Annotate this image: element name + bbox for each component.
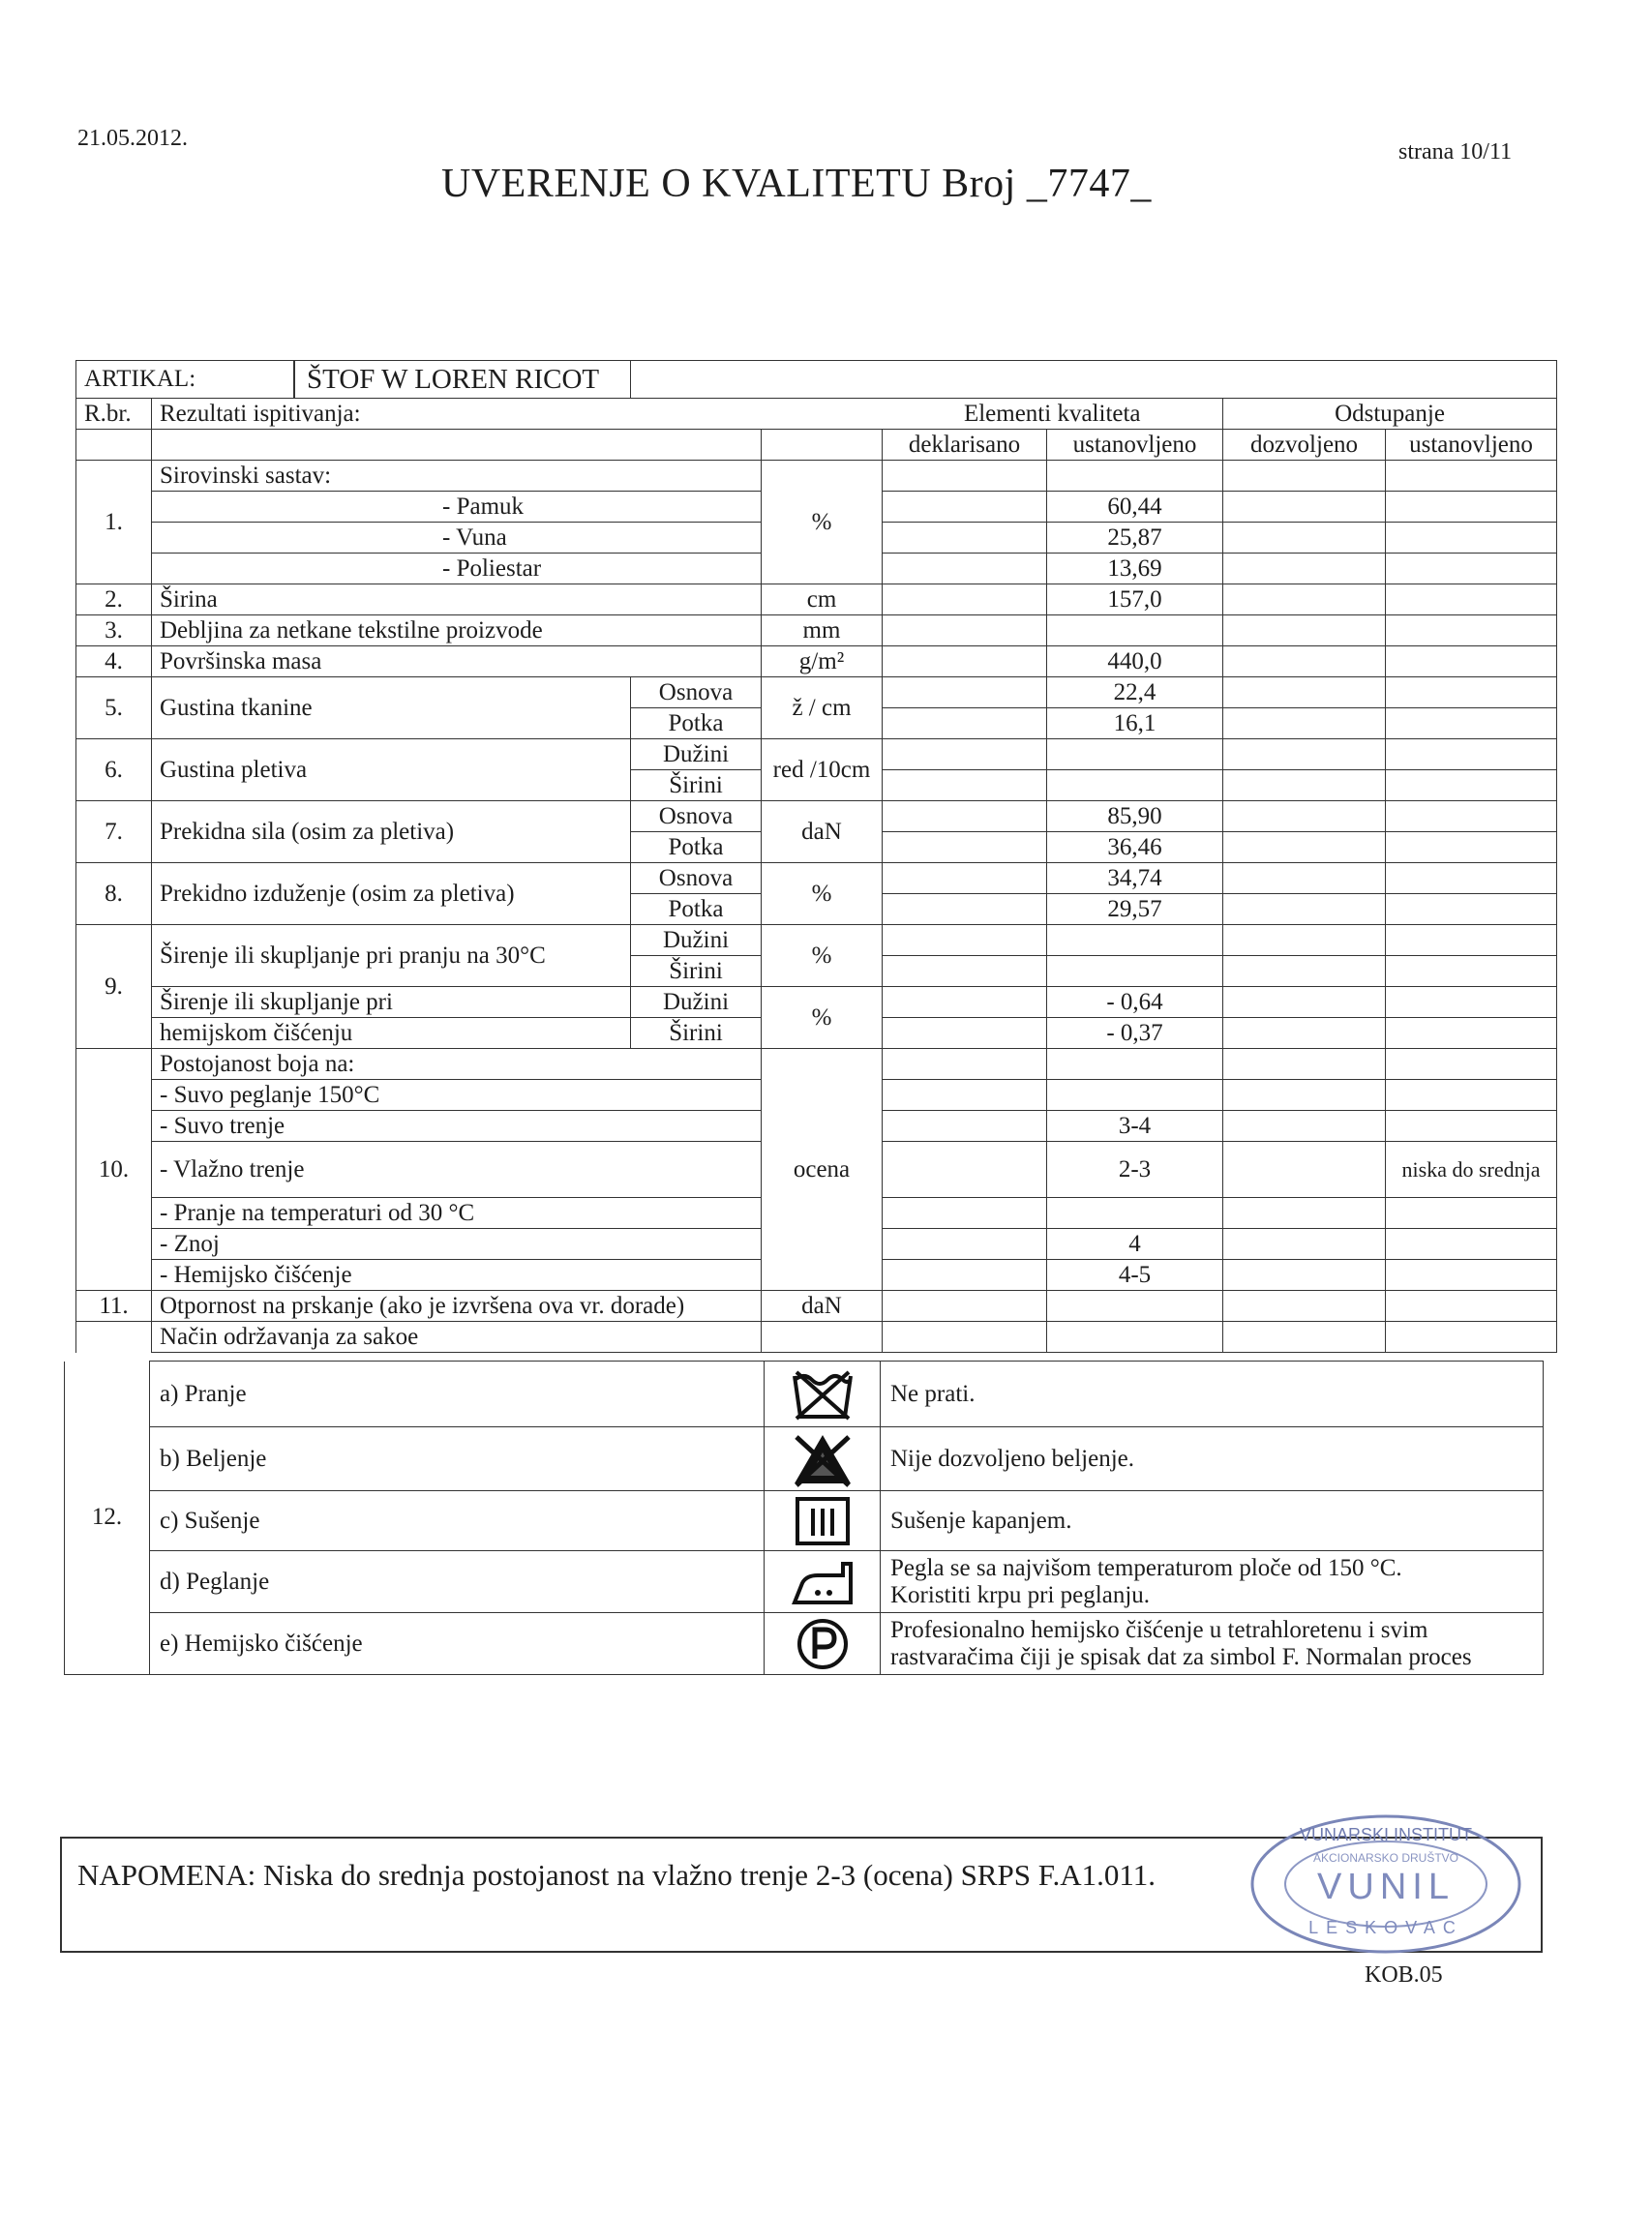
row-number: 5. [76,677,152,739]
table-row [76,739,1557,770]
article-label: ARTIKAL: [76,361,295,398]
page-number: strana 10/11 [1398,139,1513,165]
row-unit: ocena [762,1049,883,1291]
care-label: b) Beljenje [150,1427,765,1491]
value-cell: 29,57 [1047,894,1223,925]
article-name: ŠTOF W LOREN RICOT [307,364,600,395]
care-text-line: Profesionalno hemijsko čišćenje u tetrahloretenu i svim [890,1616,1428,1643]
deviation-cell [1386,1260,1557,1291]
col-header-rbr: R.br. [76,399,152,430]
col-header-established: ustanovljeno [1047,430,1223,461]
row-label: Širina [152,584,762,615]
do-not-bleach-icon [765,1427,881,1491]
row-label: Prekidno izduženje (osim za pletiva) [152,863,631,925]
care-row [65,1427,1544,1491]
row-number: 10. [76,1049,152,1291]
table-row [76,987,1557,1018]
row-label: Debljina za netkane tekstilne proizvode [152,615,762,646]
row-label: Postojanost boja na: [152,1049,762,1080]
sub-label: Osnova [631,677,762,708]
value-cell: 25,87 [1047,523,1223,554]
sub-label: - Pranje na temperaturi od 30 °C [152,1198,762,1229]
care-row [65,1362,1544,1427]
value-cell: 13,69 [1047,554,1223,584]
table-row [76,461,1557,492]
deviation-cell [1386,1229,1557,1260]
value-cell: - 0,64 [1047,987,1223,1018]
row-unit: g/m² [762,646,883,677]
value-cell: 34,74 [1047,863,1223,894]
form-code: KOB.05 [1365,1962,1443,1988]
document-title: UVERENJE O KVALITETU Broj _7747_ [441,162,1152,206]
row-unit: red /10cm [762,739,883,801]
sub-label: - Suvo peglanje 150°C [152,1080,762,1111]
maintenance-title: Način održavanja za sakoe [152,1322,762,1353]
row-unit: daN [762,1291,883,1322]
care-text-line: Koristiti krpu pri peglanju. [890,1581,1151,1608]
sub-label: - Vlažno trenje [152,1142,762,1198]
sub-label: - Hemijsko čišćenje [152,1260,762,1291]
value-cell: 4 [1047,1229,1223,1260]
sub-label: Dužini [631,925,762,956]
dry-clean-p-icon [765,1613,881,1675]
row-label: Gustina pletiva [152,739,631,801]
value-cell: 2-3 [1047,1142,1223,1198]
care-description [881,1613,1544,1675]
sub-label: Potka [631,708,762,739]
deviation-cell: niska do srednja [1386,1142,1557,1198]
row-label: Otpornost na prskanje (ako je izvršena ova vr. dorade) [152,1291,762,1322]
value-cell [1047,1291,1223,1322]
sub-label: Širini [631,1018,762,1049]
row-label: Širenje ili skupljanje pri pranju na 30°C [152,925,631,987]
sub-label: - Suvo trenje [152,1111,762,1142]
col-header-quality-elements: Elementi kvaliteta [883,399,1223,430]
row-number: 6. [76,739,152,801]
iron-medium-icon [765,1551,881,1613]
row-number: 2. [76,584,152,615]
row-number: 8. [76,863,152,925]
sub-label: Dužini [631,739,762,770]
care-text-line: Sušenje kapanjem. [890,1507,1072,1534]
care-text-line: Nije dozvoljeno beljenje. [890,1445,1135,1472]
sub-label: Osnova [631,863,762,894]
row-label: hemijskom čišćenju [152,1018,631,1049]
value-cell: 4-5 [1047,1260,1223,1291]
row-unit: ž / cm [762,677,883,739]
row-number: 3. [76,615,152,646]
row-unit: cm [762,584,883,615]
row-unit: mm [762,615,883,646]
care-label: d) Peglanje [150,1551,765,1613]
col-header-declared: deklarisano [883,430,1047,461]
col-header-allowed: dozvoljeno [1223,430,1386,461]
value-cell: 3-4 [1047,1111,1223,1142]
table-row [76,1049,1557,1080]
sub-label: Osnova [631,801,762,832]
drip-dry-icon [765,1491,881,1551]
row-number: 9. [76,925,152,1049]
row-unit: % [762,987,883,1049]
deviation-cell [1386,1198,1557,1229]
value-cell: 22,4 [1047,677,1223,708]
row-label: Širenje ili skupljanje pri [152,987,631,1018]
table-row [76,925,1557,956]
row-unit: % [762,863,883,925]
institute-stamp [1241,1802,1531,1966]
col-header-deviation-established: ustanovljeno [1386,430,1557,461]
deviation-cell [1386,1080,1557,1111]
value-cell: - 0,37 [1047,1018,1223,1049]
sub-label: Potka [631,894,762,925]
stamp-bottom-text: LESKOVAC [1308,1918,1463,1937]
sub-label: Širini [631,770,762,801]
value-cell [1047,770,1223,801]
row-number: 1. [76,461,152,584]
row-label: Gustina tkanine [152,677,631,739]
sub-label: - Poliestar [152,554,762,584]
quality-results-table [75,360,1557,1353]
row-label: Površinska masa [152,646,762,677]
care-label: e) Hemijsko čišćenje [150,1613,765,1675]
care-label: c) Sušenje [150,1491,765,1551]
document-date: 21.05.2012. [77,126,188,151]
value-cell: 157,0 [1047,584,1223,615]
value-cell: 36,46 [1047,832,1223,863]
table-row [76,646,1557,677]
care-label: a) Pranje [150,1362,765,1427]
header-row-1 [76,399,1557,430]
value-cell [1047,925,1223,956]
header-row-2 [76,430,1557,461]
value-cell: 85,90 [1047,801,1223,832]
row-unit: % [762,461,883,584]
sub-label: - Pamuk [152,492,762,523]
table-row [76,801,1557,832]
col-header-deviation: Odstupanje [1223,399,1557,430]
care-instructions-table [64,1361,1544,1675]
value-cell [1047,615,1223,646]
sub-label: - Znoj [152,1229,762,1260]
sub-label: Širini [631,956,762,987]
row-number: 4. [76,646,152,677]
value-cell [1047,956,1223,987]
row-number: 12. [65,1362,150,1675]
table-row [76,1291,1557,1322]
table-row [76,863,1557,894]
care-text-line: Pegla se sa najvišom temperaturom ploče od 150 °C. [890,1554,1402,1581]
stamp-middle-text: AKCIONARSKO DRUŠTVO [1312,1851,1459,1865]
care-text-line: rastvaračima čiji je spisak dat za simbol F. Normalan proces [890,1643,1472,1670]
row-number: 11. [76,1291,152,1322]
care-description [881,1427,1544,1491]
sub-label: Potka [631,832,762,863]
table-row [76,615,1557,646]
care-row [65,1613,1544,1675]
stamp-name: VUNIL [1317,1867,1455,1907]
row-number: 7. [76,801,152,863]
care-text-line: Ne prati. [890,1380,976,1407]
value-cell: 60,44 [1047,492,1223,523]
col-header-results: Rezultati ispitivanja: [152,399,883,430]
care-description [881,1491,1544,1551]
row-label: Sirovinski sastav: [152,461,762,492]
table-row [76,584,1557,615]
do-not-wash-icon [765,1362,881,1427]
note-text: NAPOMENA: Niska do srednja postojanost na vlažno trenje 2-3 (ocena) SRPS F.A1.011. [77,1858,1156,1892]
deviation-cell [1386,1111,1557,1142]
care-row [65,1491,1544,1551]
row-unit: daN [762,801,883,863]
sub-label: Dužini [631,987,762,1018]
row-unit: % [762,925,883,987]
value-cell [1047,739,1223,770]
care-description [881,1551,1544,1613]
stamp-top-text: VUNARSKI INSTITUT [1299,1825,1473,1844]
care-row [65,1551,1544,1613]
value-cell [1047,1198,1223,1229]
value-cell: 16,1 [1047,708,1223,739]
sub-label: - Vuna [152,523,762,554]
value-cell [1047,1080,1223,1111]
table-row [76,677,1557,708]
row-label: Prekidna sila (osim za pletiva) [152,801,631,863]
care-description [881,1362,1544,1427]
value-cell: 440,0 [1047,646,1223,677]
article-row [76,361,1557,399]
maintenance-title-row [76,1322,1557,1353]
